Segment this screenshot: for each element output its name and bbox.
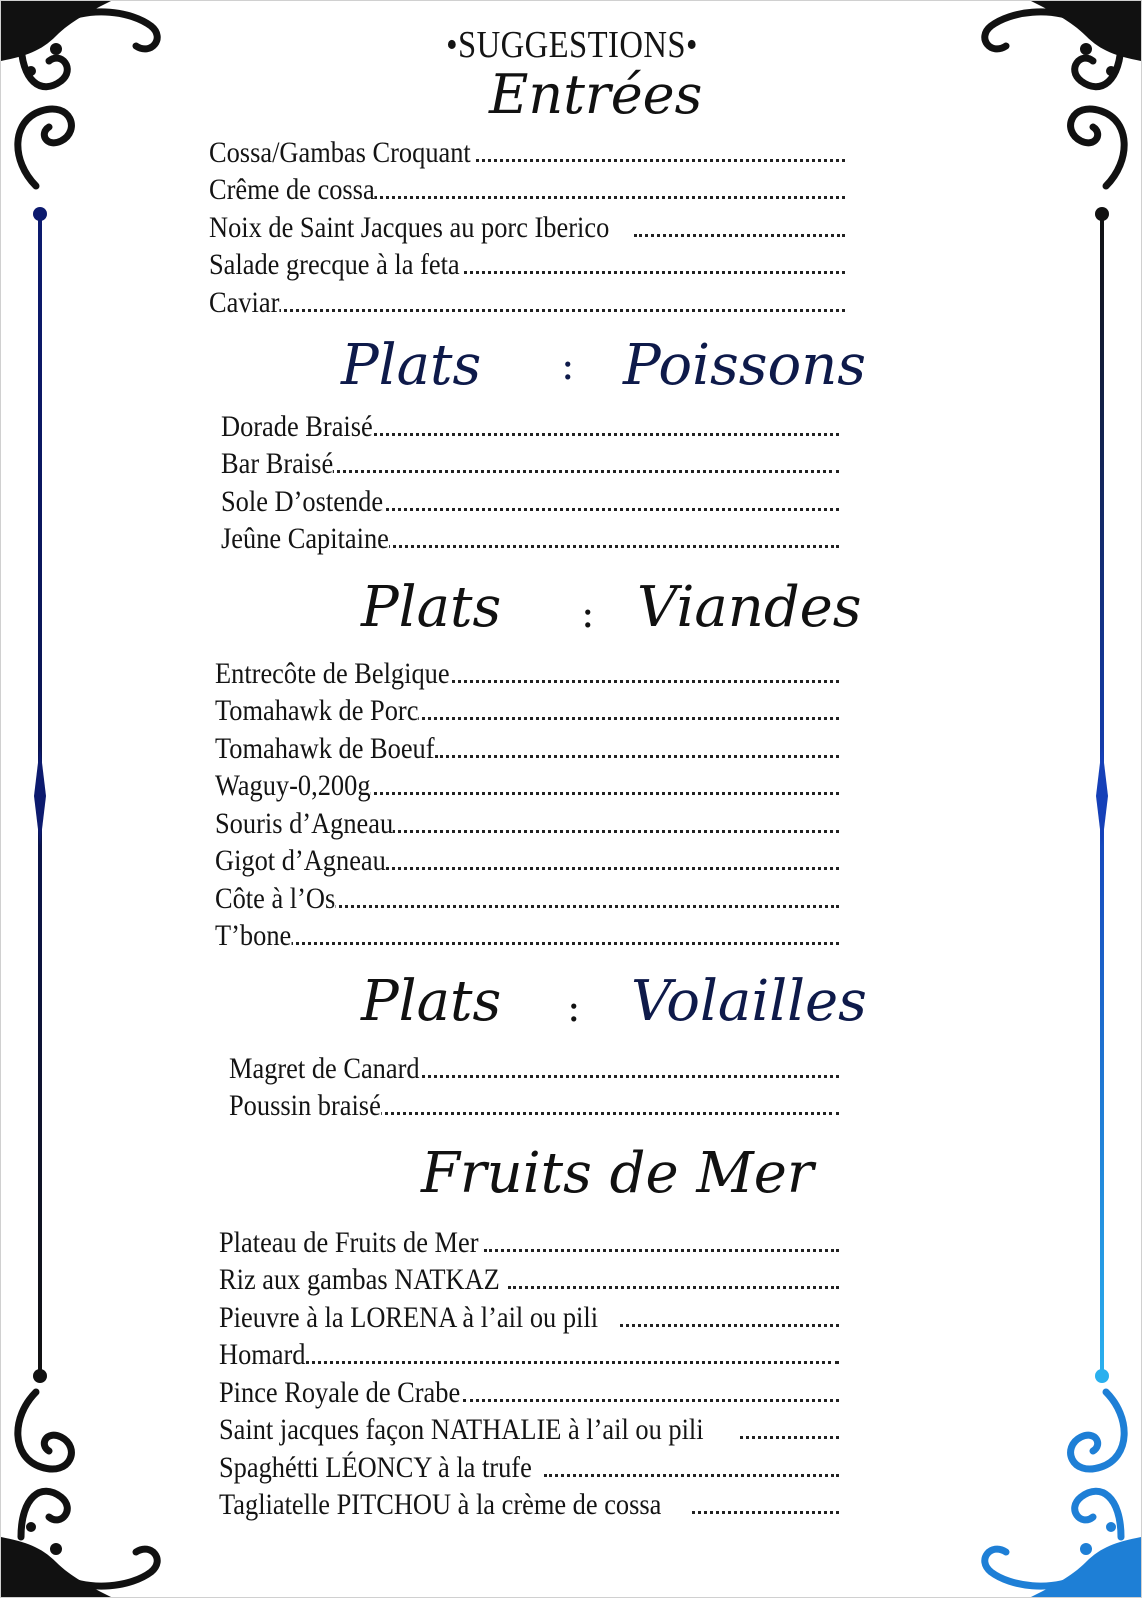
dot-leader — [508, 1286, 839, 1289]
list-item: Waguy-0,200g — [215, 767, 839, 805]
dot-leader — [259, 309, 845, 312]
poissons-list — [221, 407, 839, 557]
title-separator: : — [581, 591, 595, 637]
volailles-list — [229, 1049, 839, 1124]
section-title-volailles: Volailles — [631, 969, 867, 1034]
dot-leader — [692, 1511, 839, 1514]
list-item: Sole D’ostende — [221, 482, 839, 520]
list-item: Noix de Saint Jacques au porc Iberico — [209, 208, 845, 246]
dot-leader — [387, 830, 839, 833]
list-item: Magret de Canard — [229, 1049, 839, 1087]
list-item: Homard — [219, 1336, 839, 1374]
left-border-rail — [32, 206, 48, 1386]
section-title-poissons: Poissons — [623, 333, 867, 398]
dot-leader — [318, 470, 839, 473]
list-item: Pieuvre à la LORENA à l’ail ou pili — [219, 1298, 839, 1336]
dot-leader — [464, 271, 845, 274]
dot-leader — [435, 755, 840, 758]
list-item: Tagliatelle PITCHOU à la crème de cossa — [219, 1486, 839, 1524]
dot-leader — [452, 680, 839, 683]
dot-leader — [463, 1399, 839, 1402]
viandes-list — [215, 654, 839, 954]
list-item: Gigot d’Agneau — [215, 842, 839, 880]
dot-leader — [379, 867, 839, 870]
dot-leader — [363, 433, 839, 436]
menu-heading: •SUGGESTIONS• — [446, 24, 698, 66]
list-item: Poussin braisé — [229, 1087, 839, 1125]
section-title-fruits-de-mer: Fruits de Mer — [421, 1141, 814, 1206]
list-item: Bar Braisé — [221, 445, 839, 483]
title-separator: : — [561, 343, 575, 389]
title-separator: : — [567, 985, 581, 1031]
dot-leader — [382, 545, 839, 548]
corner-ornament-bottom-left — [1, 1377, 201, 1597]
section-title-entrees: Entrées — [489, 63, 703, 126]
dot-leader — [375, 508, 839, 511]
list-item: Côte à l’Os — [215, 879, 839, 917]
fruits-de-mer-list — [219, 1223, 839, 1523]
list-item: Pince Royale de Crabe — [219, 1373, 839, 1411]
list-item: Entrecôte de Belgique — [215, 654, 839, 692]
corner-ornament-bottom-right — [941, 1377, 1141, 1597]
dot-leader — [740, 1436, 839, 1439]
list-item: Plateau de Fruits de Mer — [219, 1223, 839, 1261]
dot-leader — [322, 905, 839, 908]
dot-leader — [484, 1249, 839, 1252]
dot-leader — [272, 942, 839, 945]
dot-leader — [416, 1075, 839, 1078]
dot-leader — [362, 792, 839, 795]
dot-leader — [416, 717, 839, 720]
list-item: Tomahawk de Boeuf — [215, 729, 839, 767]
list-item: Caviar — [209, 283, 845, 321]
dot-leader — [620, 1324, 839, 1327]
list-item: Jeûne Capitaine — [221, 520, 839, 558]
dot-leader — [372, 1112, 840, 1115]
list-item: Tomahawk de Porc — [215, 692, 839, 730]
section-title-plats: Plats — [341, 333, 482, 398]
right-border-rail — [1094, 206, 1110, 1386]
list-item: Saint jacques façon NATHALIE à l’ail ou pili — [219, 1411, 839, 1449]
dot-leader — [367, 196, 845, 199]
dot-leader — [476, 159, 845, 162]
list-item: Riz aux gambas NATKAZ — [219, 1261, 839, 1299]
section-title-plats: Plats — [361, 575, 502, 640]
list-item: Crême de cossa — [209, 171, 845, 209]
list-item: T’bone — [215, 917, 839, 955]
list-item: Souris d’Agneau — [215, 804, 839, 842]
list-item: Dorade Braisé — [221, 407, 839, 445]
dot-leader — [634, 234, 845, 237]
dot-leader — [287, 1361, 839, 1364]
list-item: Spaghétti LÉONCY à la trufe — [219, 1448, 839, 1486]
entrees-list — [209, 133, 845, 321]
section-title-viandes: Viandes — [637, 575, 862, 640]
list-item: Salade grecque à la feta — [209, 246, 845, 284]
list-item: Cossa/Gambas Croquant — [209, 133, 845, 171]
dot-leader — [544, 1474, 839, 1477]
section-title-plats: Plats — [361, 969, 502, 1034]
